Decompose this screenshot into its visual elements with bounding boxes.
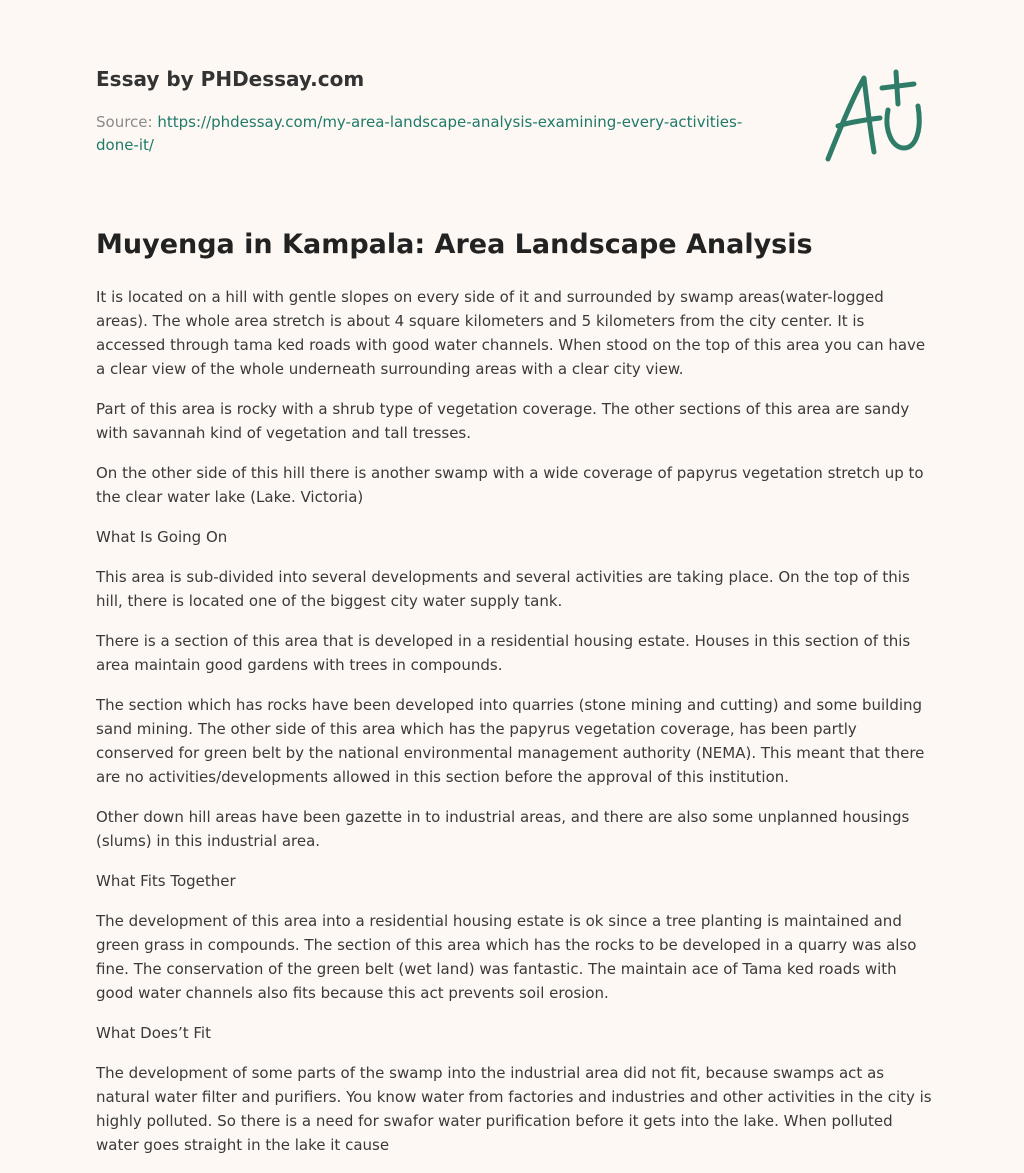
section-heading: What Fits Together: [96, 872, 236, 890]
paragraph: It is located on a hill with gentle slopes on every side of it and surrounded by swamp areas(water-logged areas). The whole area stretch is about 4 square kilometers and 5 kilometers from the city center. It is accessed through tama ked roads with good water channels. When stood on the top of this area you can have a clear view of the whole underneath surrounding areas with a clear city view.: [96, 288, 926, 378]
paragraph: Other down hill areas have been gazette in to industrial areas, and there are also some unplanned housings (slums) in this industrial area.: [96, 808, 910, 850]
section-heading: What Is Going On: [96, 528, 228, 546]
paragraph: The section which has rocks have been developed into quarries (stone mining and cutting) and some building sand mining. The other side of this area which has the papyrus vegetation coverage, has been partly conserved for green belt by the national environmental management authority (NEMA). This meant that there are no activities/developments allowed in this section before the approval of this institution.: [96, 696, 925, 786]
source-label: Source:: [96, 113, 153, 131]
essay-title: Muyenga in Kampala: Area Landscape Analysis: [96, 229, 813, 260]
essay-body: [96, 285, 932, 1173]
paragraph: On the other side of this hill there is another swamp with a wide coverage of papyrus vegetation stretch up to the clear water lake (Lake. Victoria): [96, 464, 924, 506]
source-line: [96, 111, 776, 157]
paragraph: The development of this area into a residential housing estate is ok since a tree planting is maintained and green grass in compounds. The section of this area which has the rocks to be developed in a quarry was also fine. The conservation of the green belt (wet land) was fantastic. The maintain ace of Tama ked roads with good water channels also fits because this act prevents soil erosion.: [96, 912, 917, 1002]
a-plus-grade-icon: [818, 64, 932, 168]
paragraph: Part of this area is rocky with a shrub type of vegetation coverage. The other sections of this area are sandy with savannah kind of vegetation and tall tresses.: [96, 400, 910, 442]
paragraph: There is a section of this area that is developed in a residential housing estate. Houses in this section of this area maintain good gardens with trees in compounds.: [96, 632, 911, 674]
paragraph: The development of some parts of the swamp into the industrial area did not fit, because swamps act as natural water filter and purifiers. You know water from factories and industries and other activities in the city is highly polluted. So there is a need for swafor water purification before it gets into the lake. When polluted water goes straight in the lake it cause: [96, 1064, 932, 1154]
site-title: Essay by PHDessay.com: [96, 67, 365, 91]
section-heading: What Does’t Fit: [96, 1024, 211, 1042]
paragraph: This area is sub-divided into several developments and several activities are taking place. On the top of this hill, there is located one of the biggest city water supply tank.: [96, 568, 910, 610]
source-link[interactable]: https://phdessay.com/my-area-landscape-analysis-examining-every-activities-done-it/: [96, 113, 743, 154]
